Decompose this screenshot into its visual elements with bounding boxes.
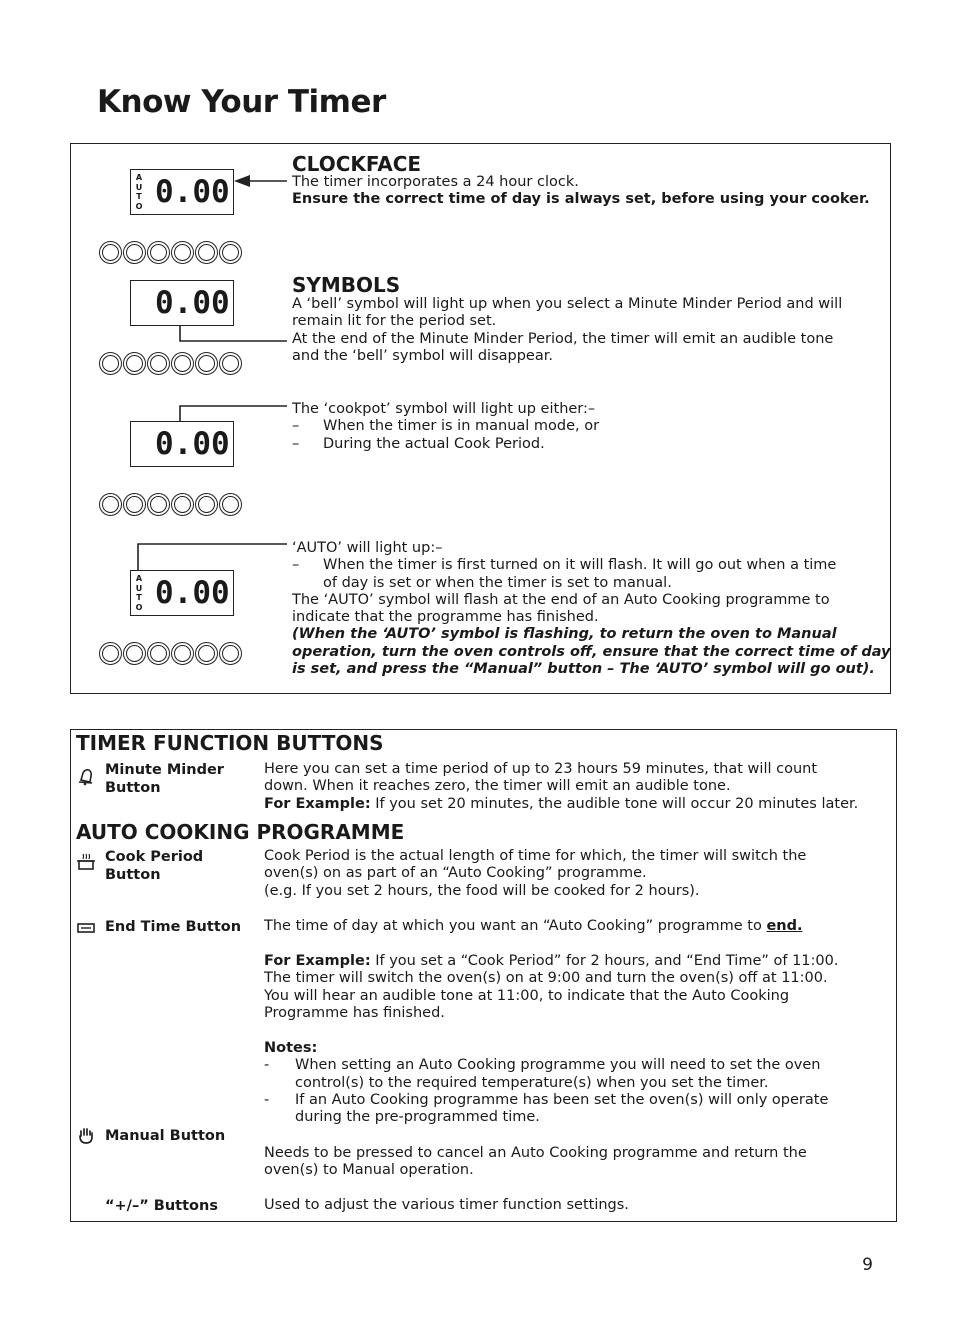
timer-button[interactable] <box>171 352 194 375</box>
minute-minder-label: Minute Minder Button <box>105 762 224 796</box>
plus-minus-label: “+/–” Buttons <box>105 1198 218 1214</box>
end-time-label: End Time Button <box>105 919 242 935</box>
timer-button[interactable] <box>123 493 146 516</box>
timer-button[interactable] <box>195 352 218 375</box>
auto-symbol-text: ‘AUTO’ will light up:– – When the timer is first turned on it will flash. It will go out when a time of day is set or when the timer is set to manual. The ‘AUTO’ symbol will flash at the end of an Auto Cooking programme to indicate that the programme has finished. (When the ‘AUTO’ symbol is flashing, to return the oven to Manual operation, turn the oven controls off, ensure that the correct time of day is set, and press the “Manual” button – The ‘AUTO’ symbol will go out). <box>292 540 891 678</box>
list-item: – When the timer is first turned on it will flash. It will go out when a time <box>292 557 837 574</box>
end-time-icon <box>76 918 96 938</box>
clockface-heading: CLOCKFACE <box>292 152 422 176</box>
auto-cooking-programme-heading: AUTO COOKING PROGRAMME <box>76 820 405 844</box>
cook-period-label: Cook Period Button <box>105 849 204 883</box>
timer-button[interactable] <box>147 241 170 264</box>
timer-button[interactable] <box>171 493 194 516</box>
timer-button[interactable] <box>99 352 122 375</box>
timer-button[interactable] <box>219 493 242 516</box>
page-title: Know Your Timer <box>97 84 386 120</box>
timer-button-row <box>99 493 242 517</box>
page-number: 9 <box>862 1255 873 1275</box>
timer-button[interactable] <box>99 241 122 264</box>
timer-display-clockface <box>130 169 234 215</box>
timer-button-row <box>99 642 242 666</box>
timer-function-buttons-heading: TIMER FUNCTION BUTTONS <box>76 731 384 755</box>
display-digits: 0.00 <box>155 575 230 611</box>
timer-button[interactable] <box>219 352 242 375</box>
timer-button[interactable] <box>147 352 170 375</box>
cook-period-text: Cook Period is the actual length of time for which, the timer will switch the oven(s) on as part of an “Auto Cooking” programme. (e.g. If you set 2 hours, the food will be cooked for 2 hours). <box>264 848 807 899</box>
auto-symbol: A U T O <box>135 173 143 211</box>
timer-button[interactable] <box>147 493 170 516</box>
bell-symbol-text: A ‘bell’ symbol will light up when you select a Minute Minder Period and will remain lit for the period set. At the end of the Minute Minder Period, the timer will emit an audible tone and the ‘bell’ symbol will disappear. <box>292 296 843 364</box>
symbols-heading: SYMBOLS <box>292 273 401 297</box>
timer-button[interactable] <box>171 642 194 665</box>
timer-button[interactable] <box>219 241 242 264</box>
display-digits: 0.00 <box>155 285 230 321</box>
list-item: - If an Auto Cooking programme has been set the oven(s) will only operate <box>264 1091 829 1108</box>
example-text: For Example: If you set a “Cook Period” for 2 hours, and “End Time” of 11:00. The timer will switch the oven(s) on at 9:00 and turn the oven(s) off at 11:00. You will hear an audible tone at 11:00, to indicate that the Auto Cooking Programme has finished. <box>264 953 839 1021</box>
timer-button[interactable] <box>171 241 194 264</box>
list-item: - When setting an Auto Cooking programme you will need to set the oven <box>264 1057 821 1074</box>
display-digits: 0.00 <box>155 426 230 462</box>
manual-button-text: Needs to be pressed to cancel an Auto Cooking programme and return the oven(s) to Manual operation. <box>264 1145 807 1179</box>
plus-minus-text: Used to adjust the various timer function settings. <box>264 1197 629 1213</box>
list-item: – When the timer is in manual mode, or <box>292 418 600 435</box>
list-item: – During the actual Cook Period. <box>292 435 545 452</box>
cookpot-icon <box>76 853 96 873</box>
auto-symbol: A U T O <box>135 574 143 612</box>
timer-button[interactable] <box>123 352 146 375</box>
timer-button-row <box>99 241 242 265</box>
end-time-text: The time of day at which you want an “Auto Cooking” programme to end. <box>264 918 803 934</box>
timer-button-row <box>99 352 242 376</box>
timer-button[interactable] <box>195 493 218 516</box>
notes-text: Notes: - When setting an Auto Cooking programme you will need to set the oven control(s) to the required temperature(s) when you set the timer. - If an Auto Cooking programme has been set the oven(s) will only operate during the pre-programmed time. <box>264 1040 829 1126</box>
hand-icon <box>76 1126 96 1146</box>
timer-button[interactable] <box>195 241 218 264</box>
minute-minder-text: Here you can set a time period of up to 23 hours 59 minutes, that will count down. When it reaches zero, the timer will emit an audible tone. For Example: If you set 20 minutes, the audible tone will occur 20 minutes later. <box>264 761 859 812</box>
clockface-text: The timer incorporates a 24 hour clock. Ensure the correct time of day is always set, before using your cooker. <box>292 174 870 208</box>
timer-button[interactable] <box>147 642 170 665</box>
arrow-head-icon <box>234 175 250 187</box>
timer-display-bell <box>130 280 234 326</box>
timer-button[interactable] <box>123 642 146 665</box>
display-digits: 0.00 <box>155 174 230 210</box>
timer-display-auto <box>130 570 234 616</box>
manual-button-label: Manual Button <box>105 1128 226 1144</box>
bell-icon <box>76 766 96 786</box>
cookpot-symbol-text: The ‘cookpot’ symbol will light up either:– – When the timer is in manual mode, or – During the actual Cook Period. <box>292 401 600 452</box>
timer-button[interactable] <box>99 642 122 665</box>
timer-button[interactable] <box>195 642 218 665</box>
timer-button[interactable] <box>99 493 122 516</box>
timer-display-cookpot <box>130 421 234 467</box>
timer-button[interactable] <box>219 642 242 665</box>
timer-button[interactable] <box>123 241 146 264</box>
